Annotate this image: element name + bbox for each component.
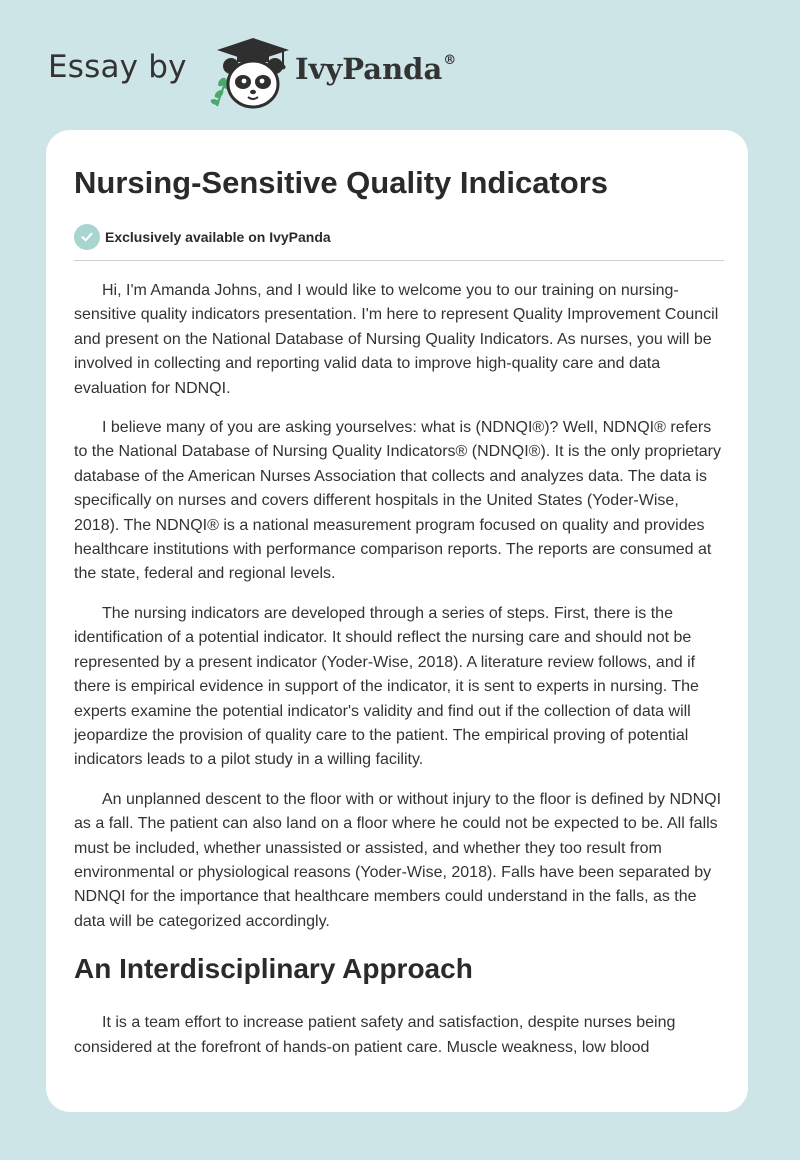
essay-by-label: Essay by	[48, 49, 187, 85]
check-circle-icon	[74, 224, 100, 250]
section-heading: An Interdisciplinary Approach	[74, 953, 473, 985]
panda-graduate-icon	[203, 36, 303, 112]
brand-name[interactable]: IvyPanda®	[295, 52, 457, 86]
exclusive-badge	[74, 224, 724, 250]
essay-card	[46, 130, 748, 1112]
paragraph: An unplanned descent to the floor with or without injury to the floor is defined by NDNQI as a fall. The patient can also land on a floor where he could not be expected to be. All falls must be included, whether unassisted or assisted, and whether they too result from environmental or physiological reasons (Yoder-Wise, 2018). Falls have been separated by NDNQI for the importance that healthcare members could understand in the falls, as the data will be categorized accordingly.	[74, 790, 722, 930]
paragraph: Hi, I'm Amanda Johns, and I would like to welcome you to our training on nursing-sensitive quality indicators presentation. I'm here to represent Quality Improvement Council and present on the National Database of Nursing Quality Indicators. As nurses, you will be involved in collecting and reporting valid data to improve high-quality care and data evaluation for NDNQI.	[74, 282, 719, 397]
divider	[74, 260, 724, 261]
essay-content	[74, 130, 724, 1060]
paragraph: The nursing indicators are developed through a series of steps. First, there is the identification of a potential indicator. It should reflect the nursing care and should not be represented by a present indicator (Yoder-Wise, 2018). A literature review follows, and if there is empirical evidence in support of the indicator, it is sent to experts in nursing. The experts examine the potential indicator's validity and find out if the collection of data will jeopardize the provision of quality care to the patient. The empirical proving of potential indicators leads to a pilot study in a willing facility.	[74, 604, 699, 769]
paragraph: I believe many of you are asking yourselves: what is (NDNQI®)? Well, NDNQI® refers to the National Database of Nursing Quality Indicators® (NDNQI®). It is the only proprietary database of the American Nurses Association that collects and analyzes data. The data is specifically on nurses and covers different hospitals in the United States (Yoder-Wise, 2018). The NDNQI® is a national measurement program focused on quality and provides healthcare institutions with performance comparison reports. The reports are consumed at the state, federal and regional levels.	[74, 419, 721, 583]
registered-mark: ®	[443, 53, 457, 69]
exclusive-label: Exclusively available on IvyPanda	[105, 229, 331, 245]
site-header	[48, 30, 468, 110]
paragraph: It is a team effort to increase patient safety and satisfaction, despite nurses being considered at the forefront of hands-on patient care. Muscle weakness, low blood	[74, 1014, 676, 1056]
page-title: Nursing-Sensitive Quality Indicators	[74, 165, 609, 200]
